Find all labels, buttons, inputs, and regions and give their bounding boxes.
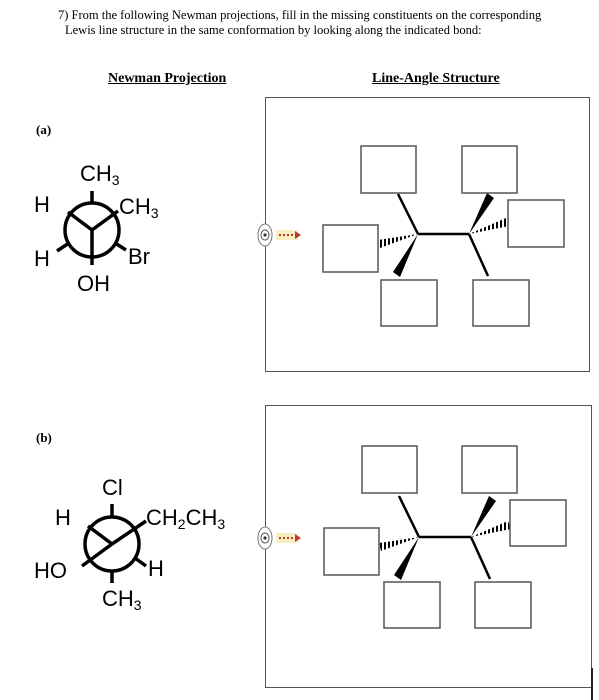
answer-box-a5[interactable] <box>381 280 437 326</box>
answer-box-b5[interactable] <box>384 582 440 628</box>
c1-up-bond-b <box>399 496 419 537</box>
newman-b-front-left-label: H <box>55 505 71 530</box>
answer-box-a1[interactable] <box>361 146 416 193</box>
newman-projection-a <box>57 191 126 265</box>
newman-a-front-right-bond <box>92 211 118 230</box>
answer-box-b4[interactable] <box>510 500 566 546</box>
part-b-label: (b) <box>36 430 52 445</box>
question-line-1: 7) From the following Newman projections, fill in the missing constituents on the corresponding <box>58 8 542 22</box>
newman-b-front-right-label: $CH_2CH_3$ <box>146 505 226 532</box>
answer-box-a4[interactable] <box>508 200 564 247</box>
newman-a-back-top-label: $CH_3$ <box>80 161 120 188</box>
answer-box-b2[interactable] <box>462 446 517 493</box>
line-angle-structure-header: Line-Angle Structure <box>372 71 500 86</box>
c2-down-bond-b <box>471 537 490 579</box>
newman-a-back-right-bond <box>115 243 126 250</box>
newman-b-back-right-label: H <box>148 556 164 581</box>
newman-a-front-left-label: H <box>34 192 50 217</box>
newman-a-front-right-label: $CH_3$ <box>119 194 159 221</box>
answer-box-a3[interactable] <box>323 225 378 272</box>
line-angle-structure-b <box>324 446 566 628</box>
newman-a-back-right-label: Br <box>128 244 150 269</box>
answer-box-b6[interactable] <box>475 582 531 628</box>
arrow-icon-b <box>276 533 301 543</box>
newman-b-front-bottom-label: HO <box>34 558 67 583</box>
c1-up-bond-a <box>398 194 418 234</box>
newman-a-front-bottom-label: OH <box>77 271 110 296</box>
newman-projection-b <box>82 504 146 583</box>
newman-a-front-left-bond <box>68 212 92 230</box>
newman-b-back-top-label: Cl <box>102 475 123 500</box>
c2-down-bond-a <box>469 234 488 276</box>
newman-b-front-left-bond <box>88 526 112 544</box>
eye-icon-b <box>258 527 272 549</box>
eye-icon-a <box>258 224 272 246</box>
newman-b-back-right-bond <box>135 558 146 566</box>
answer-box-b1[interactable] <box>362 446 417 493</box>
newman-a-back-left-bond <box>57 243 69 251</box>
answer-box-b3[interactable] <box>324 528 379 575</box>
newman-projection-header: Newman Projection <box>108 71 227 86</box>
arrow-icon-a <box>276 230 301 240</box>
line-angle-structure-a <box>323 146 564 326</box>
newman-b-back-bottom-label: $CH_3$ <box>102 586 142 613</box>
part-a-label: (a) <box>36 122 52 137</box>
answer-box-a2[interactable] <box>462 146 517 193</box>
newman-a-back-left-label: H <box>34 246 50 271</box>
answer-box-a6[interactable] <box>473 280 529 326</box>
question-line-2: Lewis line structure in the same conformation by looking along the indicated bond: <box>65 23 482 37</box>
